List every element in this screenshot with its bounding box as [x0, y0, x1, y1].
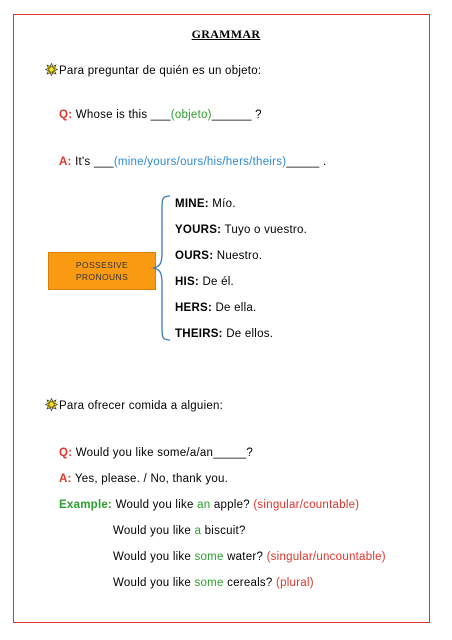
- pronoun-meaning: Mío.: [208, 198, 236, 210]
- pronoun-yours: [175, 224, 307, 236]
- example-article: some: [194, 551, 224, 563]
- example-3: [113, 551, 386, 563]
- example-text: biscuit?: [201, 525, 246, 537]
- example-text: Would you like: [113, 551, 195, 563]
- example-text: Would you like: [113, 525, 195, 537]
- example-4: [113, 577, 314, 589]
- example-note: (plural): [276, 577, 314, 589]
- example-article: an: [197, 499, 211, 511]
- a-label: A:: [59, 156, 72, 168]
- section2-answer: [59, 473, 228, 485]
- pronoun-word: OURS:: [175, 250, 214, 262]
- example-article: some: [194, 577, 224, 589]
- q-text: Whose is this ___: [72, 109, 171, 121]
- sun-bullet-icon: [45, 63, 58, 76]
- example-note: (singular/countable): [253, 499, 360, 511]
- pronoun-word: YOURS:: [175, 224, 222, 236]
- curly-brace-icon: [150, 195, 172, 341]
- box-line-2: PRONOUNS: [75, 272, 129, 282]
- pronoun-ours: [175, 250, 262, 262]
- pronoun-word: HERS:: [175, 302, 213, 314]
- sun-bullet-icon: [45, 398, 58, 411]
- pronoun-meaning: Tuyo o vuestro.: [221, 224, 308, 236]
- section1-answer: [59, 156, 326, 168]
- pronoun-theirs: [175, 328, 273, 340]
- example-text: apple?: [210, 499, 254, 511]
- q-placeholder: (objeto): [170, 109, 212, 121]
- a-blank: _____ .: [286, 156, 327, 168]
- section2-question: [59, 447, 253, 459]
- section2-intro-text: Para ofrecer comida a alguien:: [59, 400, 224, 412]
- a-label: A:: [59, 473, 72, 485]
- example-article: a: [194, 525, 202, 537]
- pronoun-word: MINE:: [175, 198, 209, 210]
- q-label: Q:: [59, 447, 73, 459]
- pronoun-meaning: De él.: [199, 276, 234, 288]
- example-label: Example:: [59, 499, 113, 511]
- example-text: cereals?: [223, 577, 277, 589]
- pronoun-hers: [175, 302, 256, 314]
- pronoun-meaning: De ella.: [212, 302, 257, 314]
- example-1: [59, 499, 359, 511]
- a-options: (mine/yours/ours/his/hers/theirs): [113, 156, 287, 168]
- example-note: (singular/uncountable): [266, 551, 386, 563]
- q-text: Would you like some/a/an_____?: [72, 447, 254, 459]
- example-text: Would you like: [113, 577, 195, 589]
- example-text: water?: [223, 551, 267, 563]
- section2-intro: [45, 398, 223, 412]
- pronoun-mine: [175, 198, 236, 210]
- section1-intro: [45, 63, 261, 77]
- box-line-1: POSSESIVE: [75, 260, 129, 270]
- pronoun-meaning: De ellos.: [222, 328, 274, 340]
- pronoun-word: THEIRS:: [175, 328, 223, 340]
- example-2: [113, 525, 246, 537]
- q-label: Q:: [59, 109, 73, 121]
- a-text: It's ___: [71, 156, 114, 168]
- possessive-pronouns-box: [48, 252, 156, 290]
- page-title: GRAMMAR: [191, 27, 261, 41]
- pronoun-meaning: Nuestro.: [213, 250, 263, 262]
- q-blank: ______ ?: [211, 109, 262, 121]
- pronoun-word: HIS:: [175, 276, 199, 288]
- a-text: Yes, please. / No, thank you.: [71, 473, 229, 485]
- example-text: Would you like: [112, 499, 198, 511]
- section1-intro-text: Para preguntar de quién es un objeto:: [59, 65, 262, 77]
- section1-question: [59, 109, 262, 121]
- pronoun-his: [175, 276, 234, 288]
